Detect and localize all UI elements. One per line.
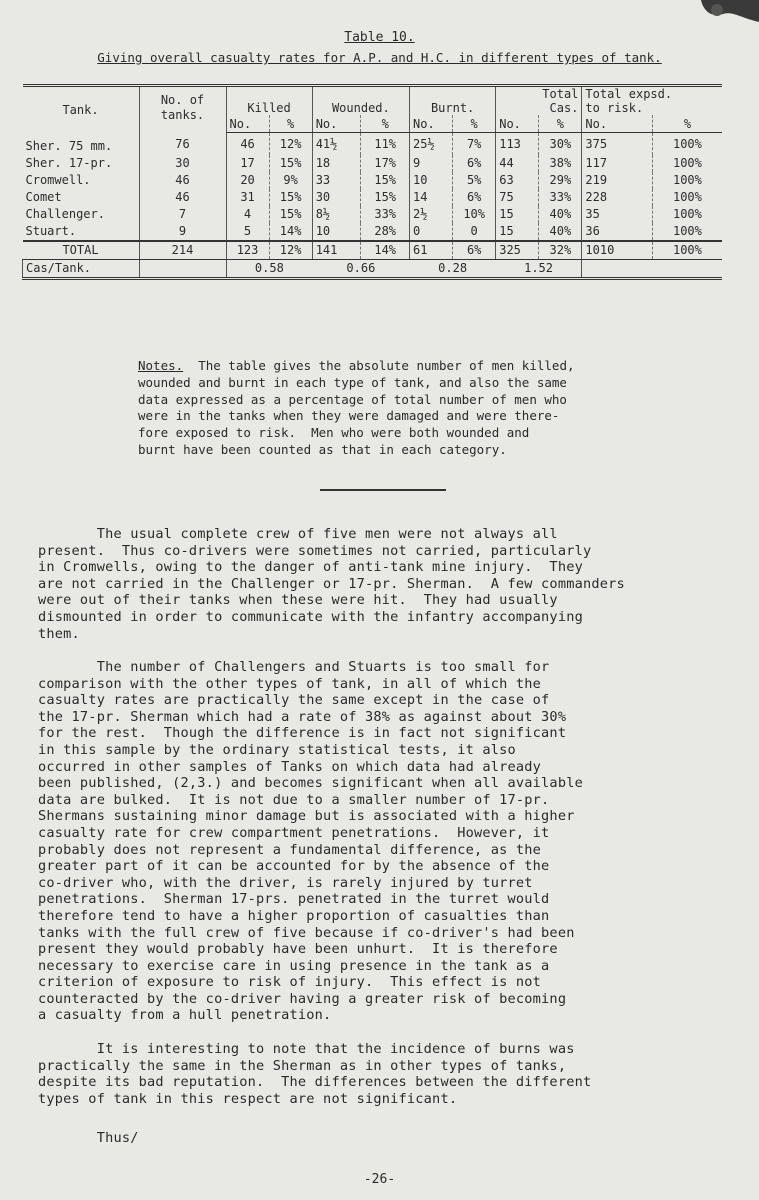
paragraph-continuation: Thus/ [38, 1130, 139, 1146]
header-exposed-line1: Total expsd. [585, 87, 673, 101]
header-total-line1: Total [542, 87, 579, 101]
table-row [23, 133, 723, 155]
table-subtitle: Giving overall casualty rates for A.P. and H.C. in different types of tank. [97, 50, 662, 65]
cell-total-label: TOTAL [23, 241, 140, 260]
header-total-cas [496, 86, 582, 116]
subheader-exposed-no: No. [582, 115, 652, 133]
table-cas-per-tank-row [23, 259, 723, 278]
cell-burnt-pct: 5% [453, 172, 496, 189]
cell-killed-no: 4 [226, 206, 269, 223]
table-row [23, 206, 723, 223]
cell-exposed-no: 375 [582, 133, 652, 155]
cell-total-cas-pct: 32% [539, 241, 582, 260]
cell-killed-no: 5 [226, 223, 269, 241]
cell-tank: Sher. 17-pr. [25, 156, 113, 170]
cell-total-no: 75 [496, 189, 539, 206]
header-killed: Killed [226, 86, 312, 116]
cell-exposed-pct: 100% [652, 133, 722, 155]
cell-total-exposed-no: 1010 [582, 241, 652, 260]
cell-total-wounded-pct: 14% [361, 241, 410, 260]
cell-tank: Cromwell. [25, 173, 91, 187]
header-wounded: Wounded. [312, 86, 409, 116]
cell-exposed-no: 219 [582, 172, 652, 189]
cell-burnt-no: 25½ [410, 133, 453, 155]
table-row [23, 155, 723, 172]
cell-total-pct: 40% [539, 223, 582, 241]
paragraph-crew: The usual complete crew of five men were not always all present. Thus co-drivers were sometimes not carried, particularly in Cromwells, owing to the danger of anti-tank mine injury. They are not carried in the Challenger or 17-pr. Sherman. A few commanders were out of their tanks when these were hit. They had usually dismounted in order to communicate with the infantry accompanying them. [38, 526, 625, 642]
header-total-line2: Cas. [549, 101, 579, 115]
casualty-table [22, 84, 722, 280]
cell-exposed-pct: 100% [652, 223, 722, 241]
cell-wounded-pct: 11% [361, 133, 410, 155]
cell-wounded-pct: 28% [361, 223, 410, 241]
table-notes [138, 358, 628, 459]
paragraph-casualty-rates: The number of Challengers and Stuarts is too small for comparison with the other types of tank, in all of which the casualty rates are practically the same except in the case of the 17-pr. Sherman which had a rate of 38% as against about 30% for the rest. Though the difference is in fact not significant in this sample by the ordinary statistical tests, it also occurred in other samples of Tanks on which data had already been published, (2,3.) and becomes significant when all available data are bulked. It is not due to a smaller number of 17-pr. Shermans sustaining minor damage but is associated with a higher casualty rate for crew compartment penetrations. However, it probably does not represent a fundamental difference, as the greater part of it can be accounted for by the absence of the co-driver who, with the driver, is rarely injured by turret penetrations. Sherman 17-prs. penetrated in the turret would therefore tend to have a higher proportion of casualties than tanks with the full crew of five because if co-driver's had been present they would probably have been unhurt. It is therefore necessary to exercise care in using presence in the tank as a criterion of exposure to risk of injury. This effect is not counteracted by the co-driver having a greater risk of becoming a casualty from a hull penetration. [38, 659, 583, 1024]
cell-wounded-pct: 15% [361, 172, 410, 189]
cell-cas-tank-killed: 0.58 [226, 259, 312, 278]
cell-killed-no: 20 [226, 172, 269, 189]
cell-exposed-no: 36 [582, 223, 652, 241]
cell-burnt-no: 10 [410, 172, 453, 189]
cell-total-pct: 29% [539, 172, 582, 189]
notes-label: Notes. [138, 358, 184, 373]
subheader-total-no: No. [496, 115, 539, 133]
table-total-row [23, 241, 723, 260]
header-tank: Tank. [62, 102, 99, 117]
cell-killed-pct: 15% [269, 155, 312, 172]
corner-damage-mark [689, 0, 759, 30]
notes-text: wounded and burnt in each type of tank, and also the same data expressed as a percentage of total number of men who were in the tanks when they were damaged and were there- fore exposed to risk. Men who were both wounded and burnt have been counted as that in each category. [138, 374, 567, 457]
header-exposed-line2: to risk. [585, 101, 644, 115]
cell-exposed-pct: 100% [652, 206, 722, 223]
table-row [23, 172, 723, 189]
cell-tank: Comet [25, 190, 62, 204]
cell-killed-no: 31 [226, 189, 269, 206]
cell-killed-pct: 15% [269, 206, 312, 223]
cell-wounded-no: 30 [312, 189, 361, 206]
cell-burnt-pct: 6% [453, 189, 496, 206]
cell-total-killed-pct: 12% [269, 241, 312, 260]
subheader-total-pct: % [539, 115, 582, 133]
cell-killed-pct: 12% [269, 133, 312, 155]
subheader-killed-pct: % [269, 115, 312, 133]
cell-wounded-no: 8½ [312, 206, 361, 223]
subheader-wounded-no: No. [312, 115, 361, 133]
cell-total-cas-no: 325 [496, 241, 539, 260]
table-row [23, 189, 723, 206]
cell-burnt-pct: 0 [453, 223, 496, 241]
cell-total-no: 113 [496, 133, 539, 155]
subheader-killed-no: No. [226, 115, 269, 133]
cell-total-pct: 30% [539, 133, 582, 155]
cell-cas-tank-wounded: 0.66 [346, 261, 376, 275]
cell-tanks: 76 [139, 133, 226, 155]
cell-wounded-no: 41½ [312, 133, 361, 155]
cell-burnt-pct: 10% [453, 206, 496, 223]
cell-total-no: 15 [496, 206, 539, 223]
cell-killed-pct: 15% [269, 189, 312, 206]
cell-killed-pct: 14% [269, 223, 312, 241]
cell-tank: Sher. 75 mm. [25, 138, 113, 153]
section-divider [320, 489, 446, 491]
cell-total-killed-no: 123 [226, 241, 269, 260]
cell-total-pct: 40% [539, 206, 582, 223]
cell-total-tanks: 214 [139, 241, 226, 260]
cell-wounded-pct: 15% [361, 189, 410, 206]
cell-wounded-no: 10 [312, 223, 361, 241]
cell-exposed-pct: 100% [652, 172, 722, 189]
table-header-row [23, 86, 723, 116]
cell-burnt-pct: 6% [453, 155, 496, 172]
header-total-exposed [582, 86, 722, 116]
cell-killed-pct: 9% [269, 172, 312, 189]
cell-total-no: 63 [496, 172, 539, 189]
notes-first-line: The table gives the absolute number of men killed, [183, 358, 575, 373]
cell-burnt-no: 14 [410, 189, 453, 206]
cell-total-pct: 33% [539, 189, 582, 206]
cell-tanks: 9 [139, 223, 226, 241]
cell-burnt-pct: 7% [453, 133, 496, 155]
cell-total-wounded-no: 141 [312, 241, 361, 260]
header-tanks-line1: No. of [160, 93, 205, 107]
cell-tank: Stuart. [25, 224, 77, 238]
cell-burnt-no: 0 [410, 223, 453, 241]
cell-tanks: 46 [139, 189, 226, 206]
table-title: Table 10. [344, 30, 415, 45]
cell-tanks: 7 [139, 206, 226, 223]
cell-killed-no: 46 [226, 133, 269, 155]
cell-wounded-no: 33 [312, 172, 361, 189]
cell-total-burnt-no: 61 [410, 241, 453, 260]
cell-wounded-pct: 17% [361, 155, 410, 172]
page-number: -26- [363, 1172, 396, 1187]
cell-total-burnt-pct: 6% [453, 241, 496, 260]
header-tanks-line2: tanks. [160, 108, 205, 122]
header-no-of-tanks [139, 86, 226, 133]
cell-wounded-pct: 33% [361, 206, 410, 223]
cell-exposed-no: 228 [582, 189, 652, 206]
cell-exposed-no: 117 [582, 155, 652, 172]
header-burnt: Burnt. [410, 86, 496, 116]
cell-exposed-pct: 100% [652, 155, 722, 172]
subheader-burnt-pct: % [453, 115, 496, 133]
cell-burnt-no: 2½ [410, 206, 453, 223]
cell-exposed-no: 35 [582, 206, 652, 223]
cell-tanks: 46 [139, 172, 226, 189]
subheader-wounded-pct: % [361, 115, 410, 133]
cell-burnt-no: 9 [410, 155, 453, 172]
cell-killed-no: 17 [226, 155, 269, 172]
cell-tank: Challenger. [25, 207, 105, 221]
paragraph-burns: It is interesting to note that the incidence of burns was practically the same in the Sherman as in other types of tanks, despite its bad reputation. The differences between the different types of tank in this respect are not significant. [38, 1041, 592, 1107]
cell-tanks: 30 [139, 155, 226, 172]
cell-cas-tank-total: 1.52 [524, 261, 554, 275]
cell-exposed-pct: 100% [652, 189, 722, 206]
table-row [23, 223, 723, 241]
cell-total-pct: 38% [539, 155, 582, 172]
subheader-exposed-pct: % [652, 115, 722, 133]
cell-total-no: 15 [496, 223, 539, 241]
cell-cas-tank-label: Cas/Tank. [23, 259, 140, 278]
cell-total-exposed-pct: 100% [652, 241, 722, 260]
cell-total-no: 44 [496, 155, 539, 172]
cell-cas-tank-burnt: 0.28 [438, 261, 468, 275]
cell-wounded-no: 18 [312, 155, 361, 172]
subheader-burnt-no: No. [410, 115, 453, 133]
